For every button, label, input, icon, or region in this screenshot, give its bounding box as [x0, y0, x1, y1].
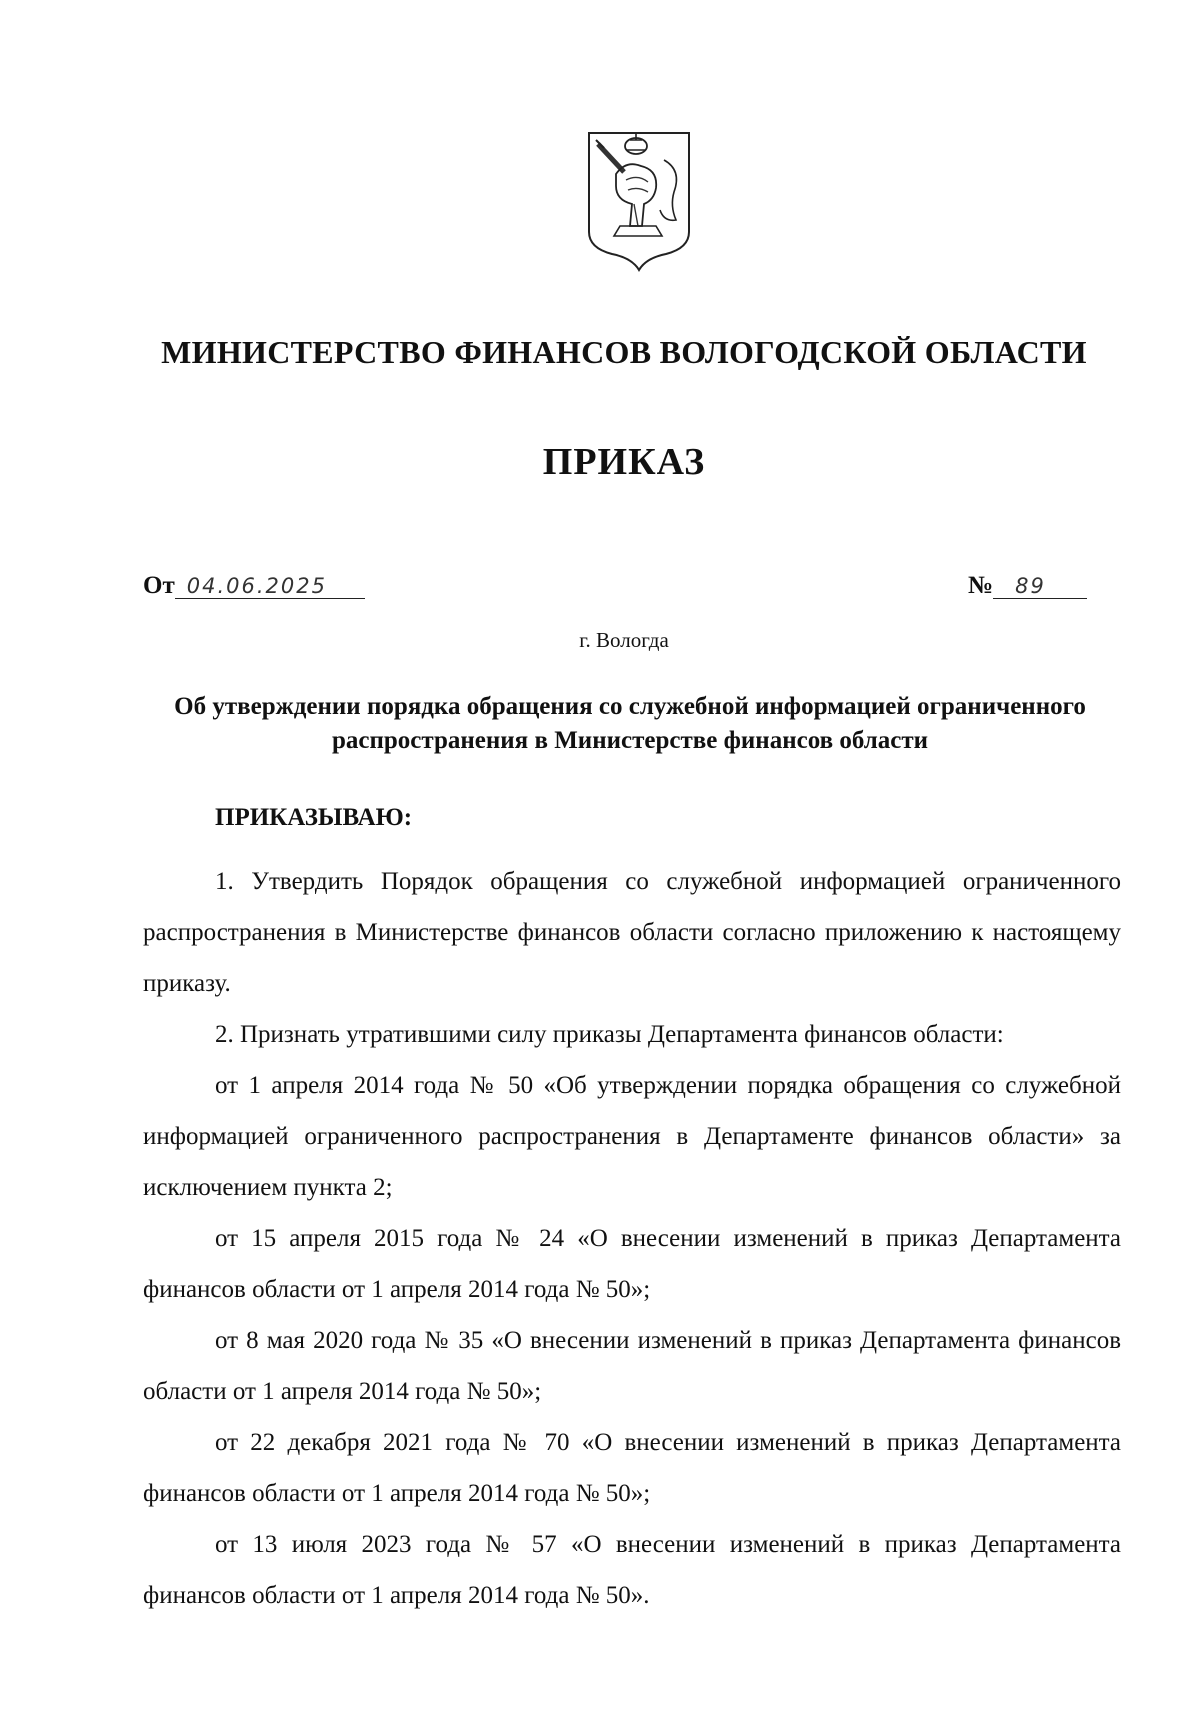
ministry-title: МИНИСТЕРСТВО ФИНАНСОВ ВОЛОГОДСКОЙ ОБЛАСТИ [161, 334, 1087, 370]
paragraph: от 1 апреля 2014 года № 50 «Об утверждении порядка обращения со служебной информацией ограниченного распространения в Департаменте финансов области» за исключением пункта 2; [143, 1072, 1121, 1201]
city: г. Вологда [579, 628, 669, 652]
date-line [143, 572, 365, 600]
date-prefix: От [143, 572, 175, 599]
document-type: ПРИКАЗ [542, 441, 706, 483]
number-prefix: № [968, 572, 994, 599]
paragraph: 1. Утвердить Порядок обращения со служебной информацией ограниченного распространения в Министерстве финансов области согласно приложению к настоящему приказу. [143, 868, 1121, 997]
coat-of-arms-icon [586, 130, 692, 272]
date-field: 04.06.2025 [175, 574, 365, 599]
number-field: 89 [993, 574, 1087, 599]
document-body [143, 856, 1121, 1621]
paragraph: 2. Признать утратившими силу приказы Департамента финансов области: [215, 1021, 1004, 1048]
paragraph: от 13 июля 2023 года № 57 «О внесении изменений в приказ Департамента финансов области от 1 апреля 2014 года № 50». [143, 1531, 1121, 1609]
document-subject: Об утверждении порядка обращения со служебной информацией ограниченного распространения в Министерстве финансов области [174, 693, 1086, 754]
paragraph: от 15 апреля 2015 года № 24 «О внесении изменений в приказ Департамента финансов области от 1 апреля 2014 года № 50»; [143, 1225, 1121, 1303]
paragraph: от 8 мая 2020 года № 35 «О внесении изменений в приказ Департамента финансов области от 1 апреля 2014 года № 50»; [143, 1327, 1121, 1405]
paragraph: от 22 декабря 2021 года № 70 «О внесении изменений в приказ Департамента финансов области от 1 апреля 2014 года № 50»; [143, 1429, 1121, 1507]
number-line [968, 572, 1087, 600]
decree-heading: ПРИКАЗЫВАЮ: [215, 804, 413, 831]
